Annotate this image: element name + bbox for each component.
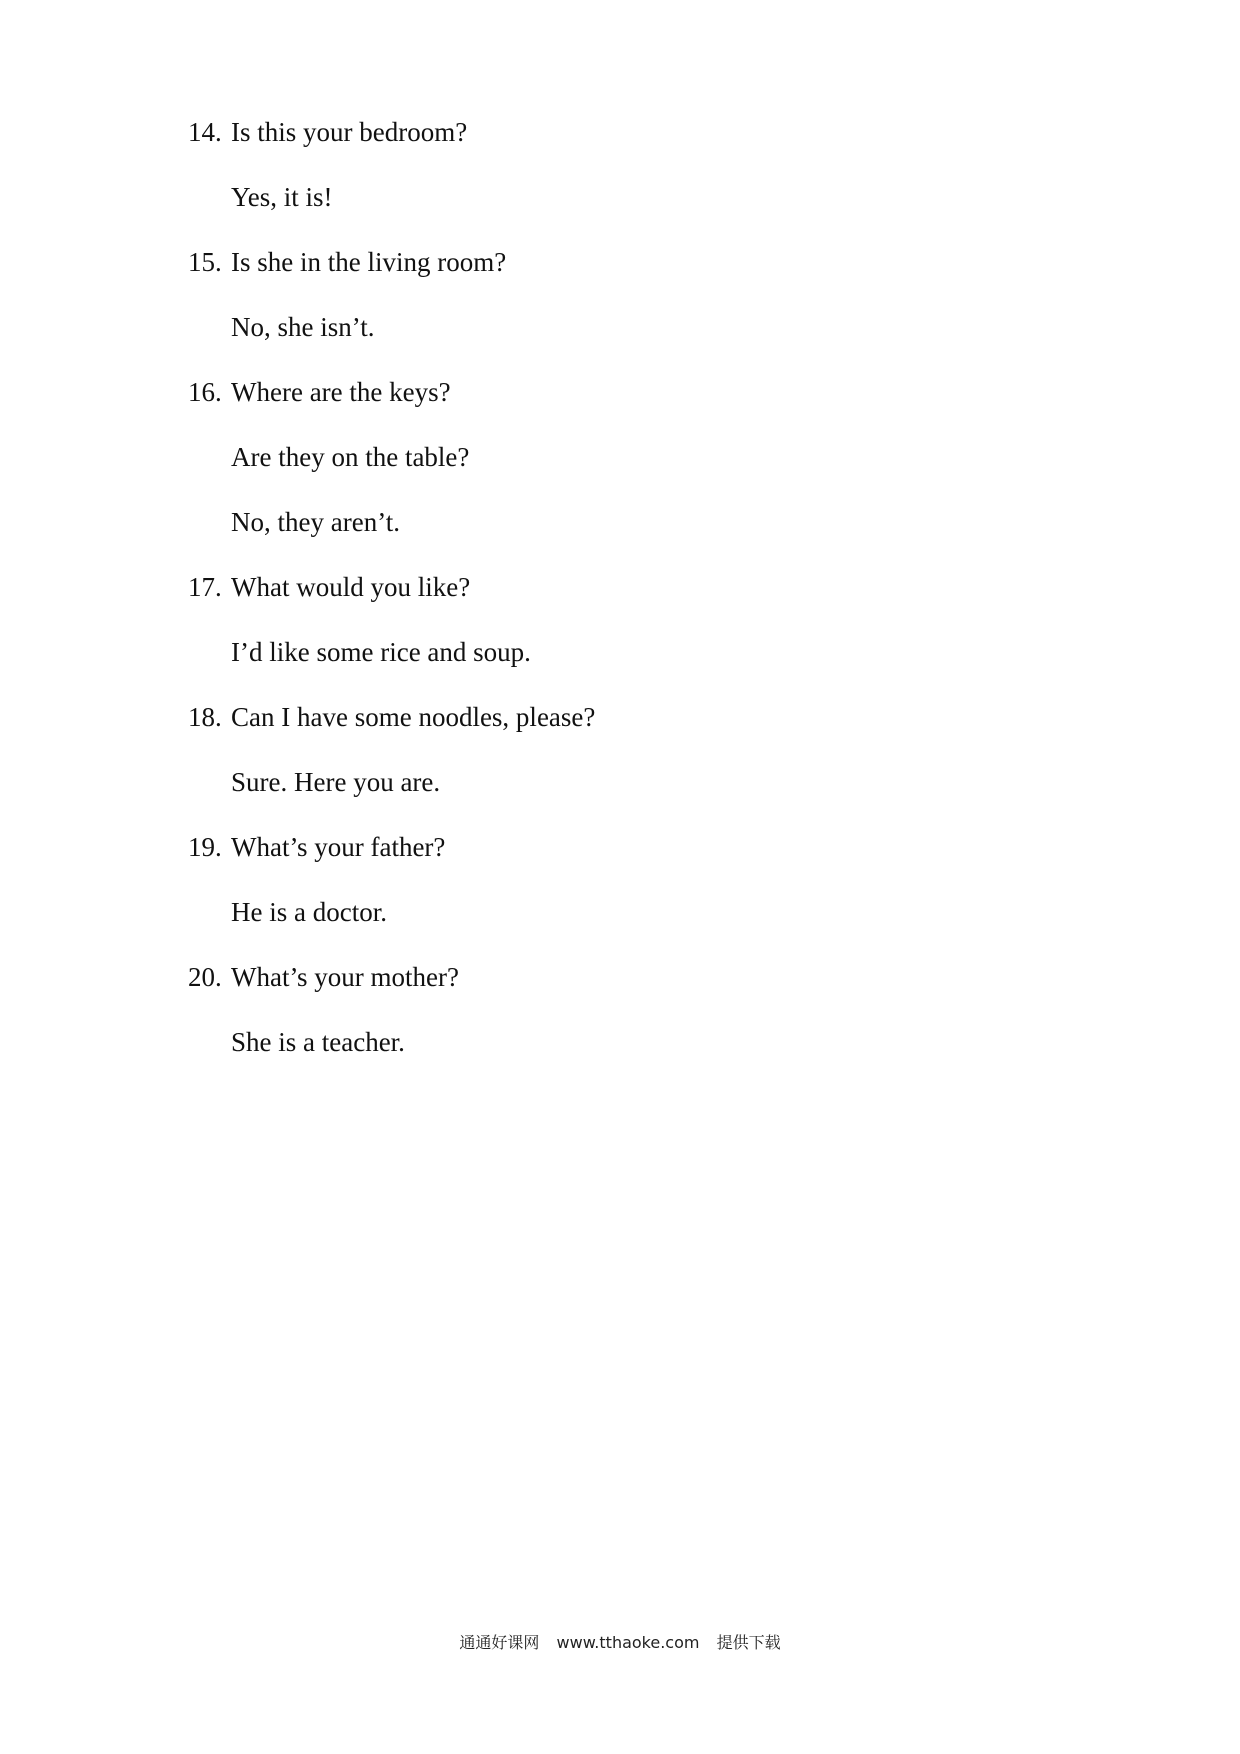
question-number: 19. [188,832,222,862]
question-text: What would you like? [231,572,471,602]
answer-14: Yes, it is! [231,182,333,212]
question-text: Where are the keys? [231,377,451,407]
question-17 [188,555,1088,620]
question-14 [188,100,1088,165]
question-number: 15. [188,247,222,277]
answer-16-1: Are they on the table? [231,442,470,472]
footer-site-name: 通通好课网 [459,1633,540,1652]
question-text: What’s your mother? [231,962,459,992]
question-text: Is she in the living room? [231,247,507,277]
qa-list [188,100,1088,1075]
question-number: 20. [188,962,222,992]
answer-16-2: No, they aren’t. [231,507,400,537]
answer-15: No, she isn’t. [231,312,375,342]
footer-suffix: 提供下载 [716,1633,781,1652]
answer-19: He is a doctor. [231,897,387,927]
question-19 [188,815,1088,880]
question-number: 17. [188,572,222,602]
question-15 [188,230,1088,295]
question-16 [188,360,1088,425]
question-text: What’s your father? [231,832,446,862]
question-18 [188,685,1088,750]
question-number: 14. [188,117,222,147]
page-footer [0,1630,1240,1653]
answer-20: She is a teacher. [231,1027,405,1057]
question-text: Can I have some noodles, please? [231,702,596,732]
question-20 [188,945,1088,1010]
question-text: Is this your bedroom? [231,117,468,147]
answer-18: Sure. Here you are. [231,767,441,797]
question-number: 16. [188,377,222,407]
answer-17: I’d like some rice and soup. [231,637,531,667]
footer-url: www.tthaoke.com [556,1633,700,1652]
question-number: 18. [188,702,222,732]
